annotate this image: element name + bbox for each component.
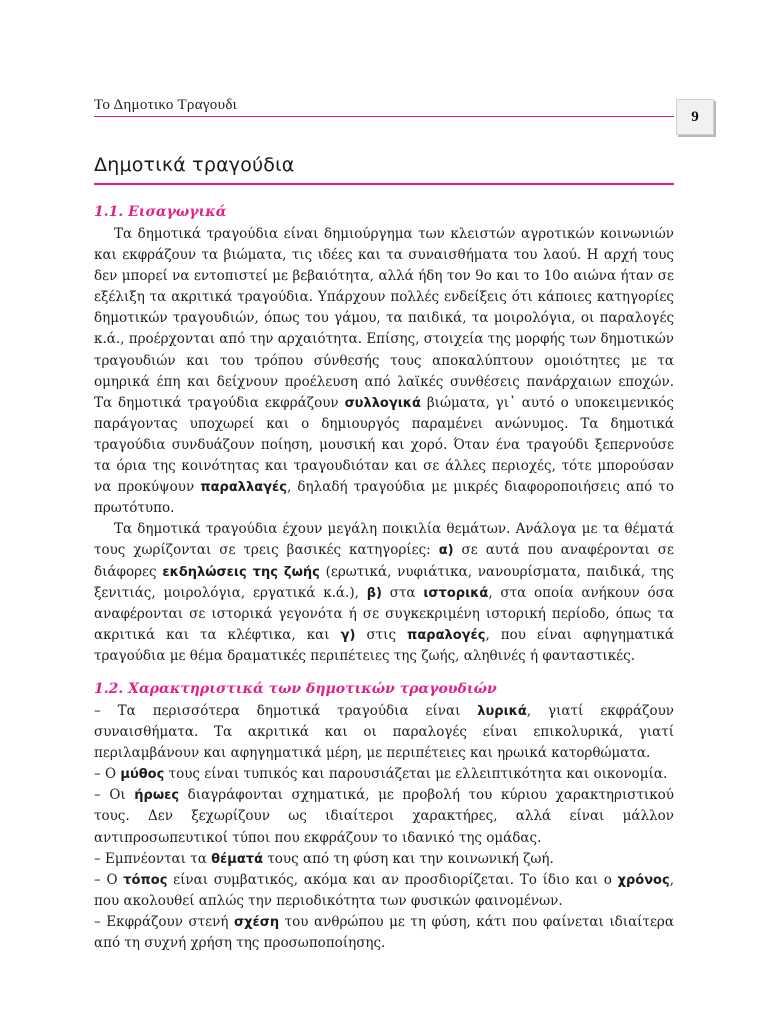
paragraph-intro-2 [94, 519, 674, 667]
text-run: – Εμπνέονται τα [94, 850, 212, 867]
text-run: σε αυτά που αναφέρονται σε διάφορες [94, 542, 674, 580]
text-run: – Ο [94, 871, 124, 888]
page-number: 9 [691, 108, 699, 125]
text-run: Τα δημοτικά τραγούδια έχουν μεγάλη ποικιλία θεμάτων. Ανάλογα με τα θέματά τους χωρίζονται σε τρεις βασικές κατηγορίες: [94, 521, 674, 559]
text-run: τους είναι τυπικός και παρουσιάζεται με ελλειπτικότητα και οικονομία. [164, 766, 668, 783]
chapter-title: Δημοτικά τραγούδια [94, 154, 295, 176]
paragraph-intro-1 [94, 224, 674, 519]
text-run: – Εκφράζουν στενή [94, 913, 234, 930]
text-run: , που ακολουθεί απλώς την περιοδικότητα των φυσικών φαινομένων. [94, 871, 674, 909]
characteristic-myth [94, 764, 674, 785]
text-run: – Οι [94, 787, 135, 804]
text-run: (ερωτικά, νυφιάτικα, νανουρίσματα, παιδικά, της ξενιτιάς, μοιρολόγια, εργατικά κ.ά.), [94, 563, 674, 601]
emphasized-term: ιστορικά [423, 585, 489, 601]
emphasized-term: εκδηλώσεις της ζωής [162, 564, 320, 580]
emphasized-term: συλλογικά [344, 395, 421, 411]
text-run: , που είναι αφηγηματικά τραγούδια με θέμα δραματικές περιπέτειες της ζωής, αληθινές ή φανταστικές. [94, 626, 674, 664]
emphasized-term: παραλλαγές [200, 480, 287, 496]
text-run: διαγράφονται σχηματικά, με προβολή του κύριου χαρακτηριστικού τους. Δεν ξεχωρίζουν ως ιδιαίτεροι χαρακτήρες, αλλά είναι μάλλον αντιπροσωπευτικοί τύποι που εκφράζουν το ιδανικό της ομάδας. [94, 787, 674, 846]
emphasized-term: χρόνος [617, 872, 670, 888]
emphasized-term: α) [438, 543, 454, 559]
text-run: στις [355, 626, 408, 643]
characteristic-nature [94, 912, 674, 954]
header-rule [94, 116, 674, 117]
text-run: – Ο [94, 766, 121, 783]
emphasized-term: ήρωες [134, 788, 180, 804]
text-run: του ανθρώπου με τη φύση, κάτι που φαίνεται ιδιαίτερα από τη συχνή χρήση της προσωποποίησης. [94, 913, 674, 951]
characteristic-heroes [94, 785, 674, 848]
text-run: τους από τη φύση και την κοινωνική ζωή. [263, 850, 554, 867]
text-run: βιώματα, γι᾽ αυτό ο υποκειμενικός παράγοντας υποχωρεί και ο δημιουργός παραμένει ανώνυμος. Τα δημοτικά τραγούδια συνδυάζουν ποίηση, μουσική και χορό. Όταν ένα τραγούδι ξεπερνούσε τα όρια της κοινότητας και τραγουδιόταν και σε άλλες περιοχές, τότε μπορούσαν να προκύψουν [94, 394, 674, 496]
text-run: – Τα περισσότερα δημοτικά τραγούδια είναι [94, 702, 478, 719]
chapter-title-rule [94, 183, 674, 185]
text-run: Τα δημοτικά τραγούδια είναι δημιούργημα των κλειστών αγροτικών κοινωνιών και εκφράζουν τα βιώματα, τις ιδέες και τα συναισθήματα του λαού. Η αρχή τους δεν μπορεί να εντοπιστεί με βεβαιότητα, αλλά ήδη τον 9ο και το 10ο αιώνα ήταν σε εξέλιξη τα ακριτικά τραγούδια. Υπάρχουν πολλές ενδείξεις ότι κάποιες κατηγορίες δημοτικών τραγουδιών, όπως του γάμου, τα παιδικά, τα μοιρολόγια, οι παραλογές κ.ά., προέρχονται από την αρχαιότητα. Επίσης, στοιχεία της μορφής των δημοτικών τραγουδιών και του τρόπου σύνθεσής τους αποκαλύπτουν ομοιότητες με τα ομηρικά έπη και δείχνουν προέλευση από λαϊκές συνθέσεις πανάρχαιων εποχών. Τα δημοτικά τραγούδια εκφράζουν [94, 226, 674, 411]
section-heading-introduction: 1.1. Εισαγωγικά [94, 204, 227, 220]
emphasized-term: σχέση [233, 914, 280, 930]
characteristic-place-time [94, 870, 674, 912]
emphasized-term: λυρικά [477, 703, 527, 719]
text-run: , γιατί εκφράζουν συναισθήματα. Τα ακριτικά και οι παραλογές είναι επικολυρικά, γιατί περιλαμβάνουν και αφηγηματικά μέρη, με περιπέτειες και ηρωικά κατορθώματα. [94, 702, 674, 762]
characteristic-themes [94, 849, 674, 870]
page-number-box [676, 99, 714, 135]
text-run: , στα οποία ανήκουν όσα αναφέρονται σε ιστορικά γεγονότα ή σε συγκεκριμένη ιστορική περίοδο, όπως τα ακριτικά και τα κλέφτικα, και [94, 584, 674, 643]
text-run: στα [381, 584, 424, 601]
emphasized-term: θέματά [211, 851, 264, 867]
text-run: , δηλαδή τραγούδια με μικρές διαφοροποιήσεις από το πρωτότυπο. [94, 479, 674, 517]
emphasized-term: μύθος [120, 767, 165, 783]
document-body [94, 200, 674, 954]
characteristic-lyrical [94, 701, 674, 764]
emphasized-term: τόπος [123, 872, 168, 888]
emphasized-term: γ) [340, 627, 356, 643]
section-heading-characteristics: 1.2. Χαρακτηριστικά των δημοτικών τραγουδιών [94, 680, 497, 697]
emphasized-term: β) [366, 585, 382, 601]
running-header: Το Δημοτικο Τραγουδι [94, 97, 238, 113]
emphasized-term: παραλογές [407, 627, 486, 643]
text-run: είναι συμβατικός, ακόμα και αν προσδιορίζεται. Το ίδιο και ο [167, 871, 618, 888]
